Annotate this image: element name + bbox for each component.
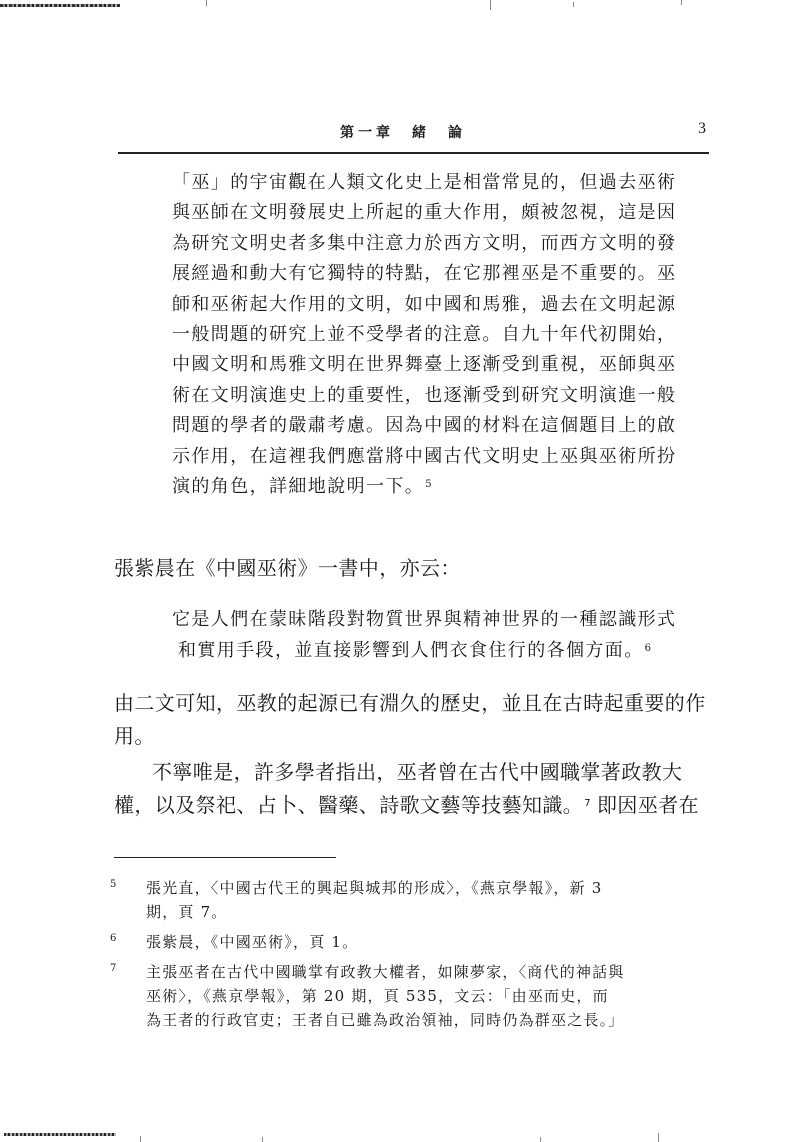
intro-text: 張紫晨在《中國巫術》一書中，亦云：	[114, 556, 461, 580]
footnote-separator	[114, 857, 336, 858]
footnote-mark: 7	[110, 963, 118, 974]
paragraph-line: 由二文可知，巫教的起源已有淵久的歷史，並且在古時起重要的作	[114, 691, 706, 715]
paragraph-line	[114, 789, 699, 822]
page-number: 3	[698, 120, 706, 137]
quote-line	[172, 472, 712, 502]
quote-line: 中國文明和馬雅文明在世界舞臺上逐漸受到重視，巫師與巫	[172, 354, 677, 376]
footnote-line: 巫術〉，《燕京學報》，第 20 期，頁 535，文云：「由巫而史，而	[146, 987, 609, 1005]
paragraph-1	[114, 687, 706, 753]
quote-line: 術在文明演進史上的重要性，也逐漸受到研究文明演進一般	[172, 384, 677, 406]
quote-line: 示作用，在這裡我們應當將中國古代文明史上巫與巫術所扮	[172, 445, 677, 467]
footnote-mark: 6	[110, 933, 118, 944]
quote-line: 展經過和動大有它獨特的特點，在它那裡巫是不重要的。巫	[172, 263, 677, 285]
scan-tick	[681, 0, 682, 5]
footnote-7	[110, 960, 710, 1032]
header-rule	[118, 152, 709, 154]
quote-line: 一般問題的研究上並不受學者的注意。自九十年代初開始，	[172, 323, 677, 345]
footnote-ref-5[interactable]: 5	[425, 478, 433, 490]
paragraph-line-text: 即因巫者在	[596, 793, 699, 817]
footnotes	[110, 876, 710, 1038]
quote-line: 與巫師在文明發展史上所起的重大作用，頗被忽視，這是因	[172, 202, 677, 224]
footnote-line: 為王者的行政官吏；王者自已雖為政治領袖，同時仍為群巫之長。」	[146, 1011, 625, 1029]
block-quote-2	[172, 604, 712, 666]
quote-line-text: 演的角色，詳細地說明一下。	[172, 475, 425, 497]
footnote-5	[110, 876, 710, 924]
quote-line	[172, 635, 712, 666]
running-head	[118, 118, 708, 144]
scan-tick	[140, 1136, 141, 1142]
quote-line: 「巫」的宇宙觀在人類文化史上是相當常見的，但過去巫術	[172, 172, 677, 193]
paragraph-line-text: 權，以及祭祀、占卜、醫藥、詩歌文藝等技藝知識。	[114, 793, 584, 817]
quote-line: 師和巫術起大作用的文明，如中國和馬雅，過去在文明起源	[172, 293, 677, 315]
scan-tick	[206, 0, 207, 6]
quote-line: 它是人們在蒙昧階段對物質世界與精神世界的一種認識形式	[172, 609, 677, 630]
quote-line: 問題的學者的嚴肅考慮。因為中國的材料在這個題目上的啟	[172, 415, 677, 437]
footnote-line: 主張巫者在古代中國職掌有政教大權者，如陳夢家，〈商代的神話與	[146, 963, 625, 981]
scan-artifact-bottom	[4, 1133, 116, 1136]
footnote-mark: 5	[110, 879, 118, 890]
footnote-6	[110, 930, 710, 954]
scan-tick	[490, 0, 491, 10]
chapter-title: 第一章 緒 論	[340, 125, 466, 141]
quote-line-text: 和實用手段，並直接影響到人們衣食住行的各個方面。	[178, 640, 644, 661]
footnote-ref-7[interactable]: 7	[584, 798, 591, 809]
paragraph-2	[114, 756, 699, 822]
scan-tick	[262, 1137, 263, 1142]
block-quote-1	[172, 168, 712, 502]
scan-tick	[658, 1133, 659, 1142]
scan-artifact-top	[0, 4, 120, 7]
scan-tick	[573, 2, 574, 7]
paragraph-line: 用。	[114, 724, 155, 748]
scan-tick	[540, 1137, 541, 1142]
paragraph-line: 不寧唯是，許多學者指出，巫者曾在古代中國職掌著政教大	[152, 760, 683, 784]
footnote-line: 張紫晨，《中國巫術》，頁 1。	[146, 933, 359, 951]
footnote-line: 期，頁 7。	[146, 903, 228, 921]
intro-line	[114, 552, 461, 585]
footnote-line: 張光直，〈中國古代王的興起與城邦的形成〉，《燕京學報》，新 3	[146, 879, 603, 897]
footnote-ref-6[interactable]: 6	[644, 643, 653, 654]
quote-line: 為研究文明史者多集中注意力於西方文明，而西方文明的發	[172, 232, 677, 254]
